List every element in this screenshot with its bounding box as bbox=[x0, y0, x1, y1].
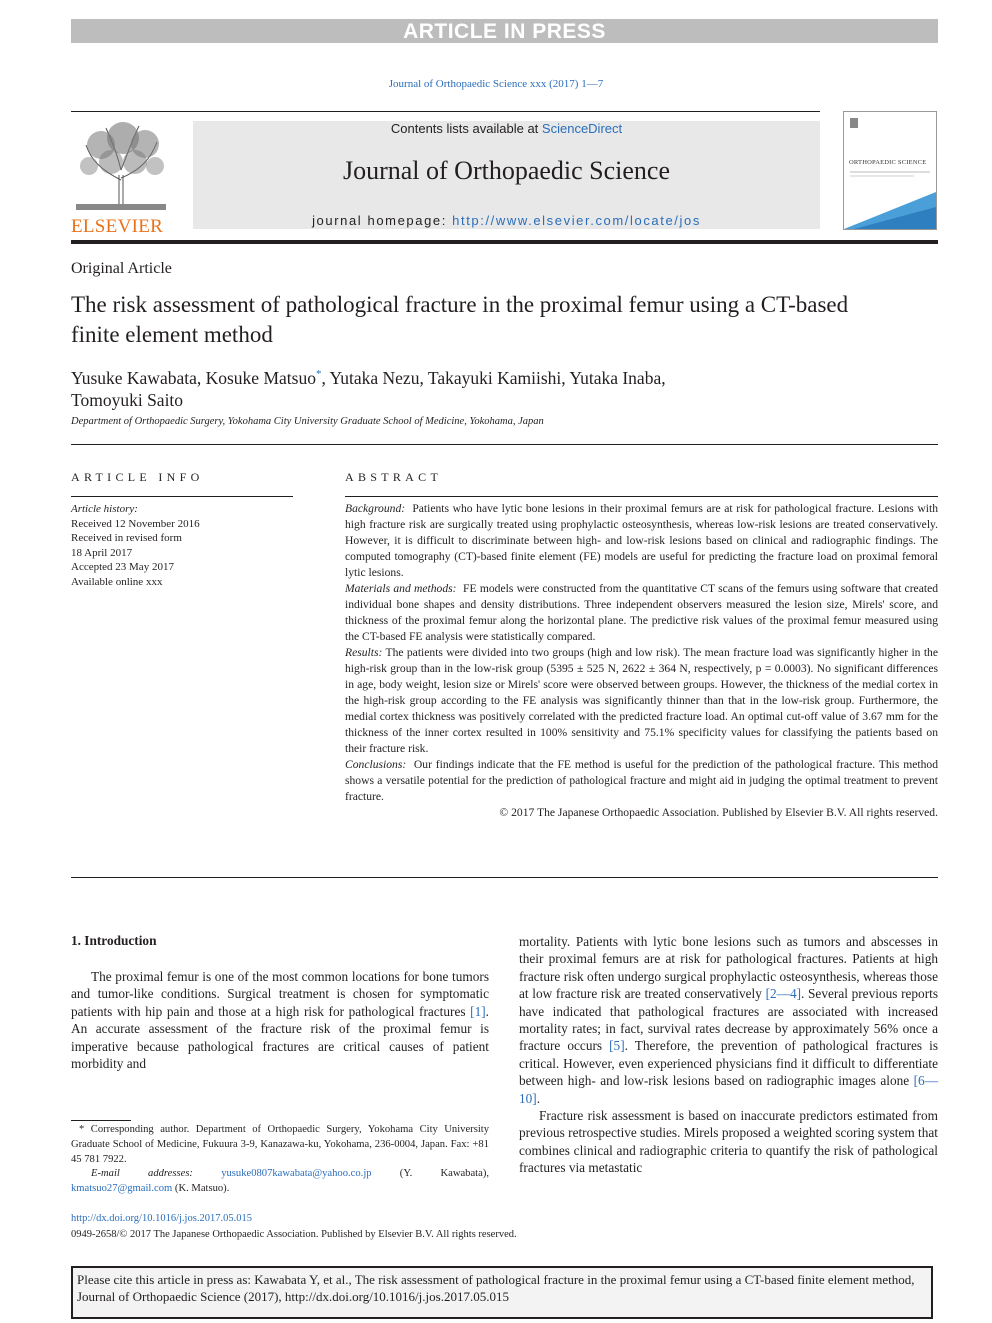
article-info-rule bbox=[71, 496, 293, 497]
history-label: Article history: bbox=[71, 503, 138, 515]
authors-part1: Yusuke Kawabata, Kosuke Matsuo bbox=[71, 367, 316, 388]
article-info-heading: ARTICLE INFO bbox=[71, 470, 204, 484]
abstract-body bbox=[345, 501, 938, 821]
email-note bbox=[71, 1167, 489, 1197]
contents-prefix: Contents lists available at bbox=[390, 121, 539, 136]
doi-link[interactable]: http://dx.doi.org/10.1016/j.jos.2017.05.015 bbox=[71, 1213, 252, 1224]
issn-line: 0949-2658/© 2017 The Japanese Orthopaedic Association. Published by Elsevier B.V. All rights reserved. bbox=[71, 1229, 517, 1240]
email-link[interactable]: kmatsuo27@gmail.com bbox=[71, 1183, 173, 1195]
history-item: 18 April 2017 bbox=[71, 546, 133, 559]
email-link[interactable]: yusuke0807kawabata@yahoo.co.jp bbox=[221, 1168, 372, 1180]
cover-title: ORTHOPAEDIC SCIENCE bbox=[849, 159, 927, 166]
intro-text: mortality. Patients with lytic bone lesions such as tumors and abscesses in their proximal femurs are at risk for pathological fractures. Patients at high fracture risk often undergo surgical prophylactic osteosynthesis, whereas those at low fracture risk are treated conservatively bbox=[519, 934, 938, 1002]
contents-line bbox=[193, 121, 820, 136]
intro-paragraph-2: Fracture risk assessment is based on inaccurate predictors estimated from previous retrospective studies. Mirels proposed a weighted scoring system that combines clinical and radiographic criteria to quantify the risk of pathological fractures via metastatic bbox=[519, 1108, 938, 1176]
results-text: The patients were divided into two groups (high and low risk). The mean fracture load was significantly higher in the high-risk group than in the low-risk group (5395 ± 525 N, 2622 ± 364 N, respectively, p = 0.0003). No significant differences in age, body weight, lesion size or Mirels' score were observed between groups. However, the thickness of the medial cortex in the high-risk group according to the FE analysis was significantly thinner than that in the low-risk group. Furthermore, the medial cortex thickness was positively correlated with the predicted fracture load. An optimal cut-off value of 3.67 mm for the thickness of the inner cortex resulted in 100% sensitivity and 75.1% specificity values for classifying the patients based on their fracture risk. bbox=[345, 646, 938, 755]
article-in-press-bar: ARTICLE IN PRESS bbox=[71, 19, 938, 43]
footnote bbox=[71, 1123, 489, 1197]
abstract-rule bbox=[345, 496, 938, 497]
intro-text: . An accurate assessment of the fracture risk of the proximal femur is imperative because pathological fractures are critical causes of patient morbidity and bbox=[71, 1003, 489, 1072]
article-type: Original Article bbox=[71, 260, 172, 277]
journal-cover[interactable] bbox=[843, 111, 937, 230]
right-column bbox=[519, 933, 938, 1177]
header-thick-rule bbox=[71, 240, 938, 244]
corresponding-mark[interactable]: * bbox=[315, 368, 322, 380]
abstract-copyright: © 2017 The Japanese Orthopaedic Association. Published by Elsevier B.V. All rights reserved. bbox=[499, 806, 938, 819]
reference-link[interactable]: [5] bbox=[609, 1038, 625, 1054]
history-item: Available online xxx bbox=[71, 575, 163, 588]
reference-link[interactable]: [6—10] bbox=[519, 1073, 938, 1106]
sciencedirect-link[interactable]: ScienceDirect bbox=[541, 121, 623, 136]
intro-text: . Several previous reports have indicated that pathological fractures are associated with increased mortality rates; in fact, survival rates decrease by approximately 56% once a fracture occurs bbox=[519, 986, 939, 1054]
citation-box bbox=[71, 1266, 933, 1319]
abstract-results bbox=[345, 645, 938, 757]
abstract-bottom-rule bbox=[71, 877, 938, 878]
abstract-background bbox=[345, 501, 938, 581]
header-top-rule bbox=[71, 111, 820, 112]
footnote-rule bbox=[71, 1120, 131, 1121]
elsevier-logo[interactable] bbox=[71, 120, 171, 237]
reference-link[interactable]: [1] bbox=[470, 1003, 486, 1019]
reference-link[interactable]: [2—4] bbox=[765, 986, 802, 1002]
doi-block bbox=[71, 1211, 517, 1243]
homepage-line bbox=[193, 213, 820, 228]
corresponding-note bbox=[71, 1123, 489, 1167]
abstract-heading: ABSTRACT bbox=[345, 470, 443, 484]
conclusions-text: Our findings indicate that the FE method is useful for the prediction of the pathological fracture. This method shows a versatile potential for the prediction of pathological fracture and might aid in judging the optimal treatment to prevent fracture. bbox=[345, 758, 939, 803]
email-owner: (K. Matsuo). bbox=[174, 1183, 230, 1195]
left-column bbox=[71, 968, 489, 1072]
abstract-conclusions bbox=[345, 757, 938, 805]
results-label: Results: bbox=[345, 646, 383, 659]
elsevier-tree-icon bbox=[71, 120, 171, 212]
background-text: Patients who have lytic bone lesions in their proximal femurs are at risk for pathological fracture. Lesions with high fracture risk are surgically treated using prophylactic osteosynthesis, whereas low-risk lesions are treated conservatively. However, it is difficult to discriminate between high- and low-risk lesions based on clinical and radiographic findings. The computed tomography (CT)-based finite element (FE) models are useful for predicting the fracture load on proximal femoral lytic lesions. bbox=[345, 502, 939, 579]
article-title: The risk assessment of pathological fracture in the proximal femur using a CT-based finite element method bbox=[71, 292, 849, 347]
authors-line2: Tomoyuki Saito bbox=[71, 389, 184, 410]
cover-graphic bbox=[844, 112, 936, 229]
intro-paragraph-1 bbox=[71, 968, 489, 1072]
conclusions-label: Conclusions: bbox=[345, 758, 407, 771]
authors-part2: , Yutaka Nezu, Takayuki Kamiishi, Yutaka Inaba, bbox=[321, 367, 666, 388]
journal-name: Journal of Orthopaedic Science bbox=[342, 156, 671, 185]
homepage-prefix: journal homepage: bbox=[312, 213, 447, 228]
intro-paragraph-continued bbox=[519, 933, 938, 1107]
email-label: E-mail addresses: bbox=[91, 1168, 193, 1180]
history-item: Received 12 November 2016 bbox=[71, 517, 200, 530]
homepage-link[interactable]: http://www.elsevier.com/locate/jos bbox=[452, 213, 701, 228]
abstract-methods bbox=[345, 581, 938, 645]
methods-label: Materials and methods: bbox=[345, 582, 457, 595]
intro-text: The proximal femur is one of the most common locations for bone tumors and tumor-like conditions. Surgical treatment is chosen for symptomatic patients with hip pain and those at a high risk for pathological fractures bbox=[71, 969, 489, 1019]
corresponding-text: Corresponding author. Department of Orthopaedic Surgery, Yokohama City University Graduate School of Medicine, Fukuura 3-9, Kanazawa-ku, Yokohama, 236-0004, Japan. Fax: +81 45 781 7922. bbox=[71, 1124, 490, 1165]
affiliation-rule bbox=[71, 444, 938, 445]
article-history bbox=[71, 502, 200, 589]
intro-text: . Therefore, the prevention of pathological fractures is critical. However, even experienced physicians find it difficult to differentiate between high- and low-risk lesions based on radiographic images alone bbox=[519, 1038, 939, 1089]
intro-heading: 1. Introduction bbox=[71, 933, 157, 948]
intro-text: . bbox=[536, 1090, 541, 1106]
background-label: Background: bbox=[345, 502, 406, 515]
history-item: Received in revised form bbox=[71, 532, 182, 544]
citation-text: Please cite this article in press as: Kawabata Y, et al., The risk assessment of pathological fracture in the proximal femur using a CT-based finite element method, Journal of Orthopaedic Science (2017), http://dx.doi.org/10.1016/j.jos.2017.05.015 bbox=[77, 1272, 915, 1304]
affiliation: Department of Orthopaedic Surgery, Yokohama City University Graduate School of Medicine, Yokohama, Japan bbox=[71, 416, 544, 427]
authors bbox=[71, 363, 831, 411]
journal-citation-line[interactable]: Journal of Orthopaedic Science xxx (2017) 1—7 bbox=[388, 78, 604, 90]
methods-text: FE models were constructed from the quantitative CT scans of the femurs using software that created individual bone shapes and density distributions. Three independent observers measured the lesion size, Mirels' score, and thickness of the proximal femur along the horizontal plane. The predictive risk values of the proximal femur measured using the CT-based FE analysis were statistically compared. bbox=[345, 582, 939, 643]
elsevier-wordmark: ELSEVIER bbox=[71, 216, 164, 237]
history-item: Accepted 23 May 2017 bbox=[71, 561, 174, 573]
email-owner: (Y. Kawabata), bbox=[399, 1168, 489, 1180]
footnote-mark: * bbox=[79, 1124, 85, 1135]
